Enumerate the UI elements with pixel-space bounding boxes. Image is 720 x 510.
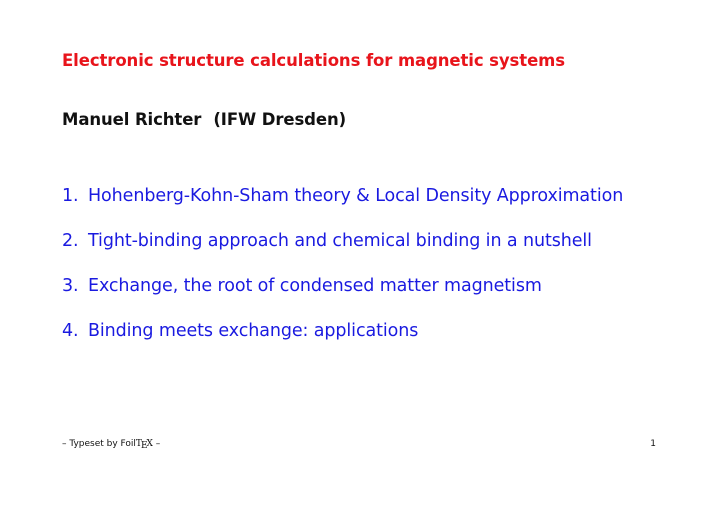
outline-item-text: Binding meets exchange: applications [88,321,419,341]
tex-logo [136,439,153,449]
outline-item-number: 3. [62,276,79,296]
outline-item-number: 1. [62,186,79,206]
outline-item [62,274,623,319]
outline-item-text: Tight-binding approach and chemical binding in a nutshell [88,231,592,251]
outline-item [62,184,623,229]
footer-prefix: – Typeset by Foil [62,439,136,449]
outline-list [62,184,623,364]
footer-suffix: – [152,439,161,449]
outline-item-text: Hohenberg-Kohn-Sham theory & Local Density Approximation [88,186,624,206]
page-number: 1 [650,439,656,449]
tex-logo-t: T [135,439,142,449]
outline-item [62,319,623,364]
outline-item-number: 4. [62,321,79,341]
tex-logo-x: X [146,439,153,449]
author-name: Manuel Richter [62,110,202,129]
author-affiliation: (IFW Dresden) [213,110,347,129]
outline-item [62,229,623,274]
outline-item-number: 2. [62,231,79,251]
tex-logo-e: E [140,441,148,451]
slide-title: Electronic structure calculations for magnetic systems [62,51,565,70]
outline-item-text: Exchange, the root of condensed matter magnetism [88,276,542,296]
author-line [62,110,346,129]
typeset-footer [62,439,160,449]
